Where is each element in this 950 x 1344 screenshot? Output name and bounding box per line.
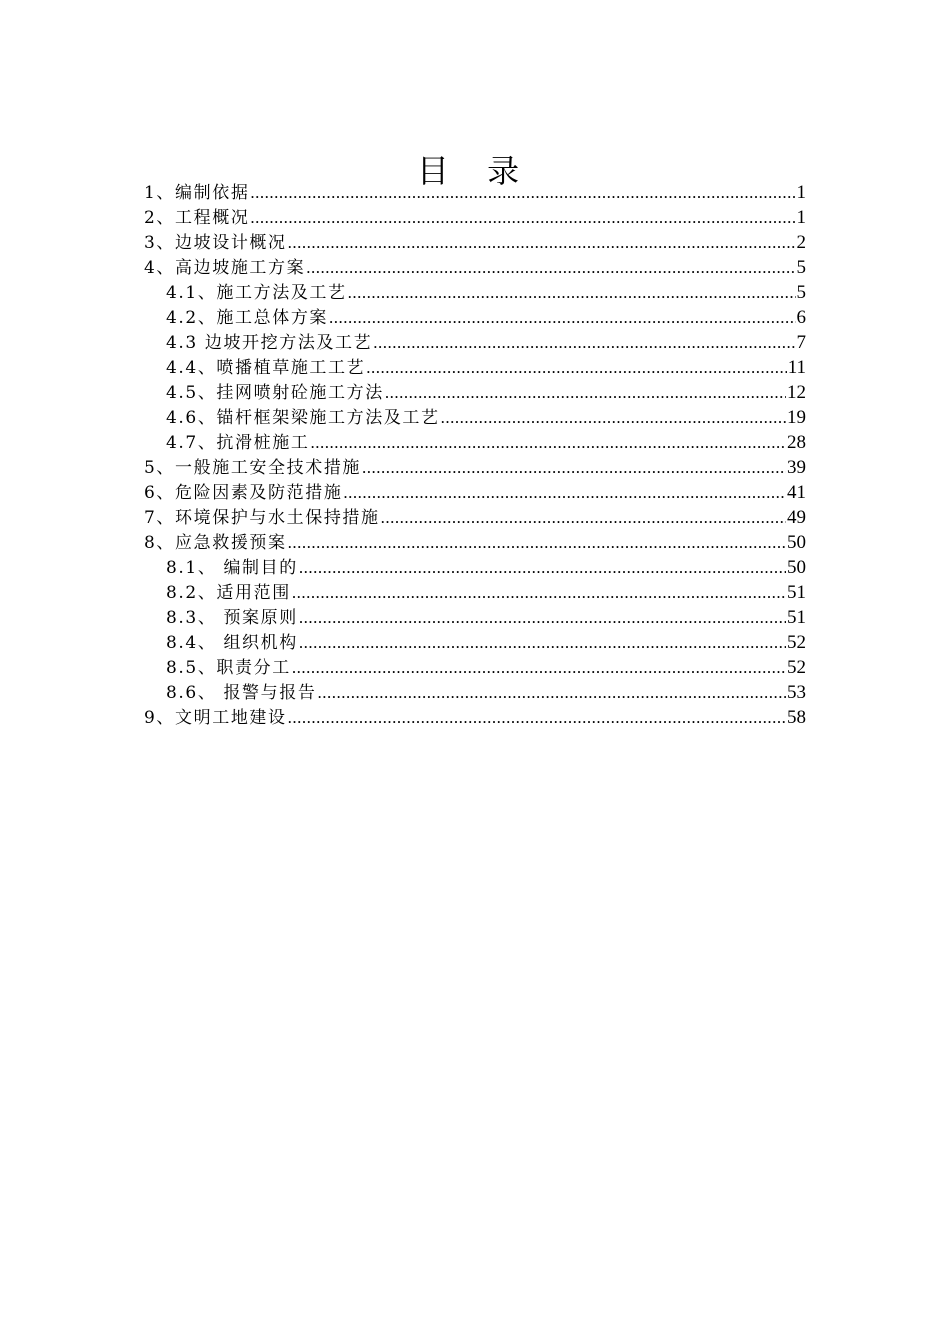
- toc-entry-page-number: 50: [787, 557, 806, 578]
- toc-entry-label: 8、应急救援预案: [144, 533, 287, 553]
- table-of-contents: [144, 180, 806, 730]
- toc-entry-label: 1、编制依据: [144, 183, 250, 203]
- toc-entry[interactable]: [144, 280, 806, 305]
- toc-entry-label: 7、环境保护与水土保持措施: [144, 508, 380, 528]
- toc-entry[interactable]: [144, 705, 806, 730]
- toc-entry-page-number: 11: [787, 357, 806, 378]
- toc-entry-page-number: 6: [796, 307, 806, 328]
- toc-entry-page-number: 12: [787, 382, 806, 403]
- toc-entry[interactable]: [144, 530, 806, 555]
- toc-entry-page-number: 2: [796, 232, 806, 253]
- toc-dot-leader: [250, 180, 795, 205]
- toc-entry-page-number: 1: [796, 182, 806, 203]
- toc-dot-leader: [310, 430, 786, 455]
- toc-dot-leader: [288, 230, 796, 255]
- toc-entry-label: 5、一般施工安全技术措施: [144, 458, 362, 478]
- toc-dot-leader: [288, 705, 786, 730]
- toc-dot-leader: [288, 530, 786, 555]
- toc-entry[interactable]: [144, 180, 806, 205]
- toc-entry-page-number: 49: [787, 507, 806, 528]
- toc-entry-page-number: 50: [787, 532, 806, 553]
- toc-entry[interactable]: [144, 505, 806, 530]
- toc-dot-leader: [441, 405, 786, 430]
- toc-dot-leader: [373, 330, 795, 355]
- toc-dot-leader: [348, 280, 796, 305]
- toc-entry-label: 8.1、 编制目的: [166, 558, 298, 578]
- toc-entry[interactable]: [144, 555, 806, 580]
- toc-entry-page-number: 19: [787, 407, 806, 428]
- toc-dot-leader: [362, 455, 786, 480]
- toc-dot-leader: [292, 580, 786, 605]
- toc-entry[interactable]: [144, 605, 806, 630]
- toc-entry-label: 8.6、 报警与报告: [166, 683, 317, 703]
- toc-entry[interactable]: [144, 580, 806, 605]
- toc-entry-page-number: 52: [787, 632, 806, 653]
- toc-dot-leader: [343, 480, 786, 505]
- toc-entry[interactable]: [144, 255, 806, 280]
- toc-dot-leader: [306, 255, 795, 280]
- toc-entry-label: 4.4、喷播植草施工工艺: [166, 358, 366, 378]
- toc-entry[interactable]: [144, 355, 806, 380]
- toc-entry-label: 4.2、施工总体方案: [166, 308, 329, 328]
- toc-dot-leader: [381, 505, 786, 530]
- toc-entry-page-number: 52: [787, 657, 806, 678]
- toc-entry[interactable]: [144, 630, 806, 655]
- toc-title: 目 录: [416, 152, 534, 191]
- toc-entry-label: 9、文明工地建设: [144, 708, 287, 728]
- toc-entry[interactable]: [144, 430, 806, 455]
- toc-entry[interactable]: [144, 330, 806, 355]
- toc-entry-label: 4.7、抗滑桩施工: [166, 433, 310, 453]
- toc-dot-leader: [299, 555, 786, 580]
- toc-entry[interactable]: [144, 380, 806, 405]
- toc-dot-leader: [317, 680, 786, 705]
- toc-entry-label: 2、工程概况: [144, 208, 250, 228]
- toc-entry-label: 8.4、 组织机构: [166, 633, 298, 653]
- toc-entry[interactable]: [144, 230, 806, 255]
- toc-entry[interactable]: [144, 680, 806, 705]
- toc-dot-leader: [299, 605, 786, 630]
- toc-entry-page-number: 7: [796, 332, 806, 353]
- toc-entry[interactable]: [144, 655, 806, 680]
- toc-entry-label: 8.2、适用范围: [166, 583, 291, 603]
- toc-entry[interactable]: [144, 455, 806, 480]
- toc-entry[interactable]: [144, 405, 806, 430]
- toc-dot-leader: [292, 655, 786, 680]
- toc-entry-page-number: 28: [787, 432, 806, 453]
- toc-entry[interactable]: [144, 305, 806, 330]
- toc-entry-page-number: 1: [796, 207, 806, 228]
- toc-entry-label: 4.3 边坡开挖方法及工艺: [166, 333, 373, 353]
- toc-entry-page-number: 58: [787, 707, 806, 728]
- toc-dot-leader: [329, 305, 795, 330]
- toc-entry-page-number: 5: [796, 257, 806, 278]
- toc-entry-page-number: 53: [787, 682, 806, 703]
- toc-dot-leader: [250, 205, 795, 230]
- toc-entry-label: 8.5、职责分工: [166, 658, 291, 678]
- toc-entry-page-number: 51: [787, 582, 806, 603]
- toc-entry-label: 4.6、锚杆框架梁施工方法及工艺: [166, 408, 440, 428]
- toc-entry[interactable]: [144, 480, 806, 505]
- toc-entry-label: 4.1、施工方法及工艺: [166, 283, 347, 303]
- toc-entry-page-number: 39: [787, 457, 806, 478]
- toc-entry-label: 6、危险因素及防范措施: [144, 483, 343, 503]
- toc-entry-page-number: 41: [787, 482, 806, 503]
- toc-dot-leader: [366, 355, 786, 380]
- toc-entry-label: 4、高边坡施工方案: [144, 258, 306, 278]
- toc-dot-leader: [299, 630, 786, 655]
- toc-entry-page-number: 5: [796, 282, 806, 303]
- toc-entry-page-number: 51: [787, 607, 806, 628]
- toc-dot-leader: [385, 380, 786, 405]
- toc-entry[interactable]: [144, 205, 806, 230]
- toc-entry-label: 3、边坡设计概况: [144, 233, 287, 253]
- toc-entry-label: 8.3、 预案原则: [166, 608, 298, 628]
- toc-entry-label: 4.5、挂网喷射砼施工方法: [166, 383, 384, 403]
